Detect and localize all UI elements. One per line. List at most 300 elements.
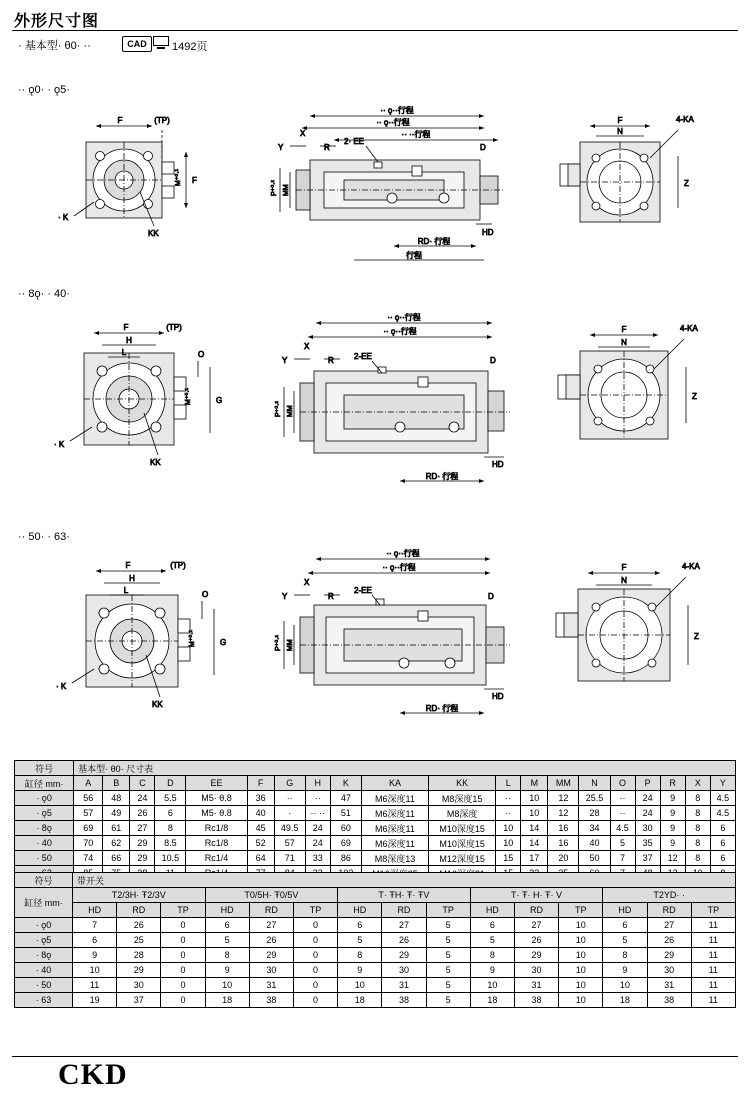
table-subheader-row [15, 776, 736, 791]
table-cell: 9 [660, 836, 685, 851]
svg-text:KK: KK [150, 458, 161, 467]
table-cell: 30 [647, 963, 691, 978]
table-cell: 0 [293, 948, 337, 963]
table-cell: 25.5 [579, 791, 610, 806]
table-cell: 37 [635, 851, 660, 866]
table-cell: 8 [470, 948, 514, 963]
table-cell: ·· [496, 806, 521, 821]
svg-text:RD· 行程: RD· 行程 [425, 704, 459, 713]
t1-col-d: D [155, 776, 186, 791]
svg-text:N: N [621, 338, 627, 347]
svg-text:F: F [117, 116, 123, 125]
svg-text:·· ǫ··行程: ·· ǫ··行程 [383, 327, 417, 336]
t1-corner-bottom: 缸径 mm· [15, 776, 74, 791]
table-row [15, 821, 736, 836]
table-cell: 71 [274, 851, 305, 866]
table-row [15, 806, 736, 821]
svg-text:M⁺⁰·¹: M⁺⁰·¹ [185, 388, 192, 405]
table-cell: 30 [382, 963, 426, 978]
table-cell: 6 [710, 836, 735, 851]
table-cell: 62 [103, 836, 130, 851]
table-cell: 6 [710, 821, 735, 836]
drawing-group-3 [14, 545, 736, 740]
table-cell: 40 [579, 836, 610, 851]
table-cell: 24 [130, 791, 155, 806]
table-cell: 26 [647, 933, 691, 948]
table-cell: 48 [103, 791, 130, 806]
t2-corner-bottom: 缸径 mm· [15, 888, 73, 918]
svg-text:H: H [126, 336, 132, 345]
svg-text:4-KA: 4-KA [676, 115, 694, 124]
row-bore: · ǫ5 [15, 933, 73, 948]
table-row [15, 978, 736, 993]
table-cell: Rc1/8 [186, 821, 247, 836]
table-cell: 29 [249, 948, 293, 963]
table-cell: 57 [74, 806, 103, 821]
table-cell: 8 [685, 806, 710, 821]
svg-text:(TP): (TP) [154, 116, 170, 125]
table-cell: 9 [338, 963, 382, 978]
basic-type-prefix: · 基本型· [18, 40, 62, 52]
table-cell: 8 [685, 851, 710, 866]
table-cell: 6 [72, 933, 116, 948]
title-divider [12, 30, 738, 31]
table-cell: 27 [382, 918, 426, 933]
row-bore: · ǫ0 [15, 791, 74, 806]
table-cell: 15 [496, 851, 521, 866]
section-label-3: ·· 50· · 63· [18, 531, 70, 543]
table-cell: 6 [205, 918, 249, 933]
table-cell: 10 [603, 978, 647, 993]
t1-col-g: G [274, 776, 305, 791]
svg-text:R: R [324, 143, 330, 152]
table-cell: 8 [685, 821, 710, 836]
svg-text:M⁺⁰·¹: M⁺⁰·¹ [175, 169, 182, 186]
t2-sub-tp-2: TP [426, 903, 470, 918]
table-cell: 12 [660, 851, 685, 866]
table-cell: 61 [103, 821, 130, 836]
table-cell: 29 [382, 948, 426, 963]
table-cell: 10 [496, 836, 521, 851]
t2-sub-tp-0: TP [161, 903, 205, 918]
table-cell: ·· ·· [305, 806, 330, 821]
dimension-table [14, 760, 736, 881]
svg-text:KK: KK [152, 700, 163, 709]
basic-type-label [18, 37, 91, 53]
t2-sub-rd-2: RD [382, 903, 426, 918]
footer-divider [12, 1056, 738, 1057]
svg-text:·· ǫ··行程: ·· ǫ··行程 [387, 313, 421, 322]
svg-text:· K: · K [56, 682, 67, 691]
t2-sub-hd-0: HD [72, 903, 116, 918]
table-cell: 0 [161, 918, 205, 933]
table-cell: 4.5 [710, 806, 735, 821]
monitor-icon [153, 36, 169, 50]
table-cell: 0 [293, 918, 337, 933]
table-cell: 47 [330, 791, 361, 806]
table-cell: 38 [514, 993, 558, 1008]
table-cell: ·· [496, 791, 521, 806]
cad-badge: CAD [122, 36, 152, 52]
t1-col-ka: KA [361, 776, 428, 791]
table-cell: 36 [247, 791, 274, 806]
svg-text:·· ǫ··行程: ·· ǫ··行程 [386, 549, 420, 558]
table-cell: 38 [249, 993, 293, 1008]
table-cell: 5 [426, 993, 470, 1008]
table-cell: 56 [74, 791, 103, 806]
svg-text:X: X [300, 129, 306, 138]
table-cell: 5 [338, 933, 382, 948]
table-cell: 29 [514, 948, 558, 963]
table-cell: 0 [293, 993, 337, 1008]
table-cell: 86 [330, 851, 361, 866]
table-cell: 16 [548, 821, 579, 836]
svg-text:RD· 行程: RD· 行程 [425, 472, 459, 481]
svg-text:MM: MM [287, 639, 294, 651]
svg-text:R: R [328, 356, 334, 365]
svg-text:M⁺⁰·¹: M⁺⁰·¹ [189, 630, 196, 647]
svg-text:Y: Y [278, 143, 284, 152]
svg-text:2-EE: 2-EE [354, 352, 372, 361]
svg-text:·· ǫ··行程: ·· ǫ··行程 [382, 563, 416, 572]
svg-text:2-EE: 2-EE [354, 586, 372, 595]
t1-group-title: 基本型· θ0· 尺寸表 [74, 761, 736, 776]
table-cell: 5 [426, 933, 470, 948]
table-cell: M8深度 [429, 806, 496, 821]
svg-text:L: L [121, 348, 127, 357]
section-label-1: ·· ǫ0· · ǫ5· [18, 84, 70, 96]
t1-col-b: B [103, 776, 130, 791]
table-cell: 74 [74, 851, 103, 866]
table-cell: 25 [117, 933, 161, 948]
table2-group-row [15, 888, 736, 903]
table-cell: 30 [249, 963, 293, 978]
table-cell: 5 [610, 836, 635, 851]
table-cell: 18 [205, 993, 249, 1008]
t2-sub-hd-4: HD [603, 903, 647, 918]
svg-text:G: G [216, 396, 223, 405]
table-cell: 49 [103, 806, 130, 821]
table-cell: 6 [155, 806, 186, 821]
basic-type-mid: θ0· ·· [64, 40, 91, 52]
table-cell: 5 [426, 948, 470, 963]
svg-text:R: R [328, 592, 334, 601]
table-cell: 24 [305, 821, 330, 836]
table-cell: 12 [548, 806, 579, 821]
svg-text:X: X [304, 578, 310, 587]
table-row [15, 948, 736, 963]
svg-text:Y: Y [282, 592, 288, 601]
svg-text:P⁺⁰·²: P⁺⁰·² [275, 401, 282, 417]
table-cell: 31 [647, 978, 691, 993]
svg-text:4-KA: 4-KA [682, 562, 700, 571]
table-cell: 26 [130, 806, 155, 821]
t2-sub-tp-4: TP [691, 903, 735, 918]
table-cell: 38 [382, 993, 426, 1008]
svg-text:X: X [304, 342, 310, 351]
table-cell: 35 [635, 836, 660, 851]
table-cell: 31 [514, 978, 558, 993]
table-cell: 24 [635, 806, 660, 821]
table-row [15, 993, 736, 1008]
table-cell: 9 [72, 948, 116, 963]
table-cell: 11 [691, 948, 735, 963]
table-cell: 5.5 [155, 791, 186, 806]
svg-text:Y: Y [282, 356, 288, 365]
svg-text:H: H [129, 574, 135, 583]
table-cell: 9 [603, 963, 647, 978]
t1-col-kk: KK [429, 776, 496, 791]
t1-col-h: H [305, 776, 330, 791]
table-cell: 34 [579, 821, 610, 836]
table-cell: 0 [161, 948, 205, 963]
svg-text:HD: HD [492, 692, 504, 701]
svg-text:HD: HD [482, 228, 494, 237]
svg-text:2· EE: 2· EE [344, 137, 365, 146]
table-row [15, 791, 736, 806]
svg-text:MM: MM [287, 405, 294, 417]
table-cell: 9 [660, 791, 685, 806]
table-cell: 17 [521, 851, 548, 866]
table-cell: 27 [130, 821, 155, 836]
table-cell: 7 [72, 918, 116, 933]
t1-col-o: O [610, 776, 635, 791]
table-cell: 5 [426, 918, 470, 933]
table-cell: 10 [338, 978, 382, 993]
table-cell: 0 [161, 933, 205, 948]
table-cell: 7 [610, 851, 635, 866]
page-title: 外形尺寸图 [14, 13, 100, 30]
t2-sub-rd-4: RD [647, 903, 691, 918]
row-bore: · 50 [15, 851, 74, 866]
table-cell: 11 [72, 978, 116, 993]
table-cell: 8 [155, 821, 186, 836]
table-cell: 8 [338, 948, 382, 963]
t2-sub-hd-2: HD [338, 903, 382, 918]
table-cell: 11 [691, 993, 735, 1008]
t2-sub-rd-0: RD [117, 903, 161, 918]
svg-text:4-KA: 4-KA [680, 324, 698, 333]
t2-group-0: T2/3H· Ŧ2/3V [72, 888, 205, 903]
table-cell: M6深度11 [361, 836, 428, 851]
table-cell: ·· [610, 791, 635, 806]
table-row [15, 918, 736, 933]
svg-text:N: N [621, 576, 627, 585]
table-cell: 0 [293, 933, 337, 948]
svg-text:KK: KK [148, 229, 159, 238]
svg-text:HD: HD [492, 460, 504, 469]
table-cell: M5· θ.8 [186, 806, 247, 821]
row-bore: · 8ǫ [15, 821, 74, 836]
table-cell: 10 [496, 821, 521, 836]
table-cell: 10 [559, 918, 603, 933]
table-cell: 24 [305, 836, 330, 851]
table-cell: 6 [710, 851, 735, 866]
table-cell: 0 [161, 993, 205, 1008]
t1-col-r: R [660, 776, 685, 791]
table-cell: M8深度15 [429, 791, 496, 806]
table-cell: 11 [691, 978, 735, 993]
t1-col-m: M [521, 776, 548, 791]
table-cell: · [274, 806, 305, 821]
table-cell: 10 [470, 978, 514, 993]
table-cell: 26 [514, 933, 558, 948]
t2-sub-tp-1: TP [293, 903, 337, 918]
drawing-group-2 [14, 305, 736, 520]
table-cell: 29 [647, 948, 691, 963]
table-cell: M5· θ.8 [186, 791, 247, 806]
cad-page-ref: 1492页 [172, 41, 208, 53]
t2-sub-hd-3: HD [470, 903, 514, 918]
svg-text:· K: · K [58, 213, 69, 222]
table-row [15, 933, 736, 948]
table-cell: 26 [117, 918, 161, 933]
table-cell: 11 [691, 933, 735, 948]
table-cell: 10 [559, 978, 603, 993]
table-cell: 29 [130, 851, 155, 866]
section-label-2: ·· 8ǫ· · 40· [18, 288, 70, 300]
table-cell: M10深度15 [429, 821, 496, 836]
table-cell: 52 [247, 836, 274, 851]
table-cell: M6深度11 [361, 821, 428, 836]
drawing-group-1 [14, 100, 736, 275]
svg-text:N: N [617, 127, 623, 136]
table-cell: 18 [603, 993, 647, 1008]
table-cell: 10 [205, 978, 249, 993]
table-cell: 70 [74, 836, 103, 851]
table-cell: ·· [305, 791, 330, 806]
t1-col-k: K [330, 776, 361, 791]
table-cell: 26 [249, 933, 293, 948]
table-cell: M12深度15 [429, 851, 496, 866]
table-cell: 30 [514, 963, 558, 978]
table-cell: 10 [559, 963, 603, 978]
svg-text:D: D [490, 356, 496, 365]
svg-text:·· ǫ··行程: ·· ǫ··行程 [376, 118, 410, 127]
table-cell: 31 [249, 978, 293, 993]
table-cell: 10.5 [155, 851, 186, 866]
table-cell: 8 [603, 948, 647, 963]
table-cell: 18 [470, 993, 514, 1008]
table-row [15, 851, 736, 866]
t1-col-y: Y [710, 776, 735, 791]
svg-text:F: F [617, 116, 623, 125]
table-cell: 66 [103, 851, 130, 866]
row-bore: · ǫ5 [15, 806, 74, 821]
table-header-row [15, 761, 736, 776]
table-cell: ·· [274, 791, 305, 806]
svg-text:·· ··行程: ·· ··行程 [401, 130, 431, 139]
brand-logo: CKD [58, 1058, 128, 1091]
table-cell: 9 [205, 963, 249, 978]
row-bore: · ǫ0 [15, 918, 73, 933]
svg-text:Z: Z [684, 179, 689, 188]
svg-text:L: L [123, 586, 129, 595]
table-cell: Rc1/8 [186, 836, 247, 851]
table-cell: 27 [647, 918, 691, 933]
table-cell: 9 [470, 963, 514, 978]
table-cell: 20 [548, 851, 579, 866]
svg-text:P⁺⁰·²: P⁺⁰·² [275, 635, 282, 651]
table-cell: 0 [293, 978, 337, 993]
svg-text:Z: Z [692, 392, 697, 401]
table-cell: 4.5 [710, 791, 735, 806]
table-cell: ·· [610, 806, 635, 821]
table-cell: 18 [338, 993, 382, 1008]
table-cell: 64 [247, 851, 274, 866]
svg-text:行程: 行程 [406, 251, 422, 260]
table-cell: 45 [247, 821, 274, 836]
t2-group-4: T2YD· · [603, 888, 736, 903]
svg-text:O: O [198, 350, 205, 359]
table-cell: 19 [72, 993, 116, 1008]
svg-text:RD· 行程: RD· 行程 [417, 237, 451, 246]
svg-text:F: F [123, 323, 129, 332]
table-cell: 9 [660, 806, 685, 821]
svg-text:F: F [192, 176, 197, 185]
svg-text:MM: MM [283, 184, 290, 196]
t1-col-n: N [579, 776, 610, 791]
t1-col-c: C [130, 776, 155, 791]
svg-text:G: G [220, 638, 227, 647]
row-bore: · 40 [15, 963, 73, 978]
table-cell: 49.5 [274, 821, 305, 836]
t1-col-f: F [247, 776, 274, 791]
t2-sub-rd-3: RD [514, 903, 558, 918]
table-cell: 10 [521, 806, 548, 821]
table-cell: 0 [161, 978, 205, 993]
row-bore: · 50 [15, 978, 73, 993]
table-cell: 27 [514, 918, 558, 933]
table-cell: 40 [247, 806, 274, 821]
table-cell: 11 [691, 918, 735, 933]
table-cell: 8.5 [155, 836, 186, 851]
table2-subheader-row [15, 903, 736, 918]
table-cell: 10 [521, 791, 548, 806]
t1-col-l: L [496, 776, 521, 791]
row-bore: · 40 [15, 836, 74, 851]
table-cell: 5 [426, 978, 470, 993]
table-cell: 37 [117, 993, 161, 1008]
table-cell: 4.5 [610, 821, 635, 836]
table-cell: 29 [130, 836, 155, 851]
table-cell: 26 [382, 933, 426, 948]
t2-group-3: T· Ŧ· H· Ŧ· V [470, 888, 603, 903]
table-cell: 51 [330, 806, 361, 821]
table-cell: 30 [635, 821, 660, 836]
table-cell: 5 [205, 933, 249, 948]
t2-group-title: 带开关 [72, 873, 735, 888]
table-cell: 14 [521, 821, 548, 836]
table-cell: 6 [470, 918, 514, 933]
table-cell: 0 [161, 963, 205, 978]
table-cell: M8深度13 [361, 851, 428, 866]
table-cell: 14 [521, 836, 548, 851]
table-cell: 28 [579, 806, 610, 821]
table-cell: 10 [559, 993, 603, 1008]
svg-text:(TP): (TP) [166, 323, 182, 332]
t1-col-mm: MM [548, 776, 579, 791]
table-cell: 27 [249, 918, 293, 933]
svg-text:F: F [621, 325, 627, 334]
table-row [15, 836, 736, 851]
table-cell: 8 [685, 791, 710, 806]
table-cell: 24 [635, 791, 660, 806]
t2-group-1: T0/5H· Ŧ0/5V [205, 888, 338, 903]
t1-col-x: X [685, 776, 710, 791]
table-cell: 6 [338, 918, 382, 933]
table-cell: 31 [382, 978, 426, 993]
